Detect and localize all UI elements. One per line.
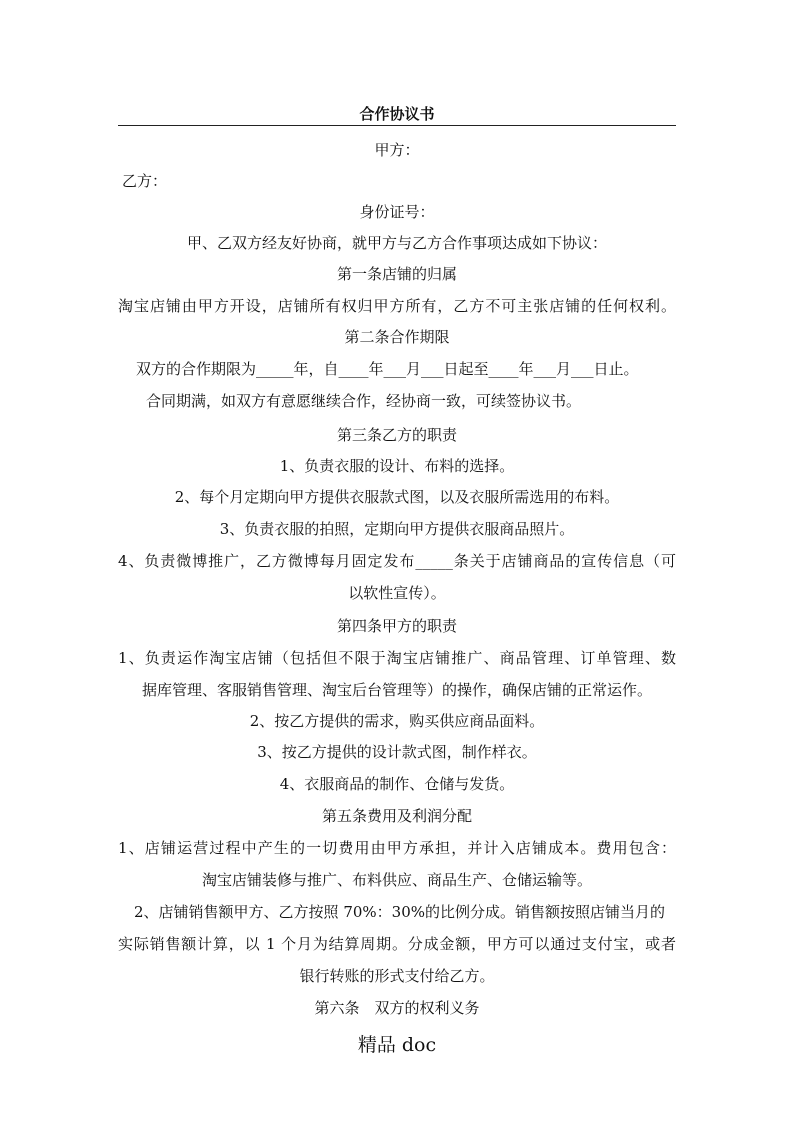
- intro-paragraph: 甲、乙双方经友好协商，就甲方与乙方合作事项达成如下协议：: [186, 234, 607, 252]
- article-5-item-2-line-2: 实际销售额计算，以 1 个月为结算周期。分成金额，甲方可以通过支付宝，或者: [118, 935, 676, 953]
- article-6-title: 第六条 双方的权利义务: [314, 999, 480, 1017]
- party-b-label: 乙方：: [122, 172, 168, 190]
- article-3-item-4-line-2: 以软性宣传）。: [348, 584, 446, 602]
- article-3-item-3: 3、负责衣服的拍照，定期向甲方提供衣服商品照片。: [219, 520, 575, 538]
- party-a-label: 甲方：: [374, 141, 420, 159]
- title-underline: [118, 125, 676, 126]
- article-3-item-1: 1、负责衣服的设计、布料的选择。: [279, 457, 515, 475]
- article-4-item-4: 4、衣服商品的制作、仓储与发货。: [279, 775, 515, 793]
- document-title: 合作协议书: [359, 105, 435, 123]
- article-5-item-1-line-2: 淘宝店铺装修与推广、布料供应、商品生产、仓储运输等。: [201, 871, 592, 889]
- id-number-label: 身份证号：: [359, 203, 435, 221]
- article-5-item-2-line-1: 2、店铺销售额甲方、乙方按照 70%：30%的比例分成。销售额按照店铺当月的: [134, 903, 665, 921]
- article-5-item-2-line-3: 银行转账的形式支付给乙方。: [299, 967, 495, 985]
- article-4-item-3: 3、按乙方提供的设计款式图，制作样衣。: [257, 743, 537, 761]
- article-2-term: 双方的合作期限为_____年，自____年___月___日起至____年___月___日止。: [136, 360, 639, 378]
- article-3-item-2: 2、每个月定期向甲方提供衣服款式图，以及衣服所需选用的布料。: [174, 488, 620, 506]
- article-4-item-1-line-1: 1、负责运作淘宝店铺（包括但不限于淘宝店铺推广、商品管理、订单管理、数: [118, 649, 676, 667]
- article-5-item-1-line-1: 1、店铺运营过程中产生的一切费用由甲方承担，并计入店铺成本。费用包含：: [118, 839, 676, 857]
- article-5-title: 第五条费用及利润分配: [321, 807, 472, 825]
- article-4-item-2: 2、按乙方提供的需求，购买供应商品面料。: [249, 712, 545, 730]
- article-3-title: 第三条乙方的职责: [336, 426, 457, 444]
- article-2-title: 第二条合作期限: [344, 328, 450, 346]
- article-4-item-1-line-2: 据库管理、客服销售管理、淘宝后台管理等）的操作，确保店铺的正常运作。: [141, 681, 652, 699]
- article-4-title: 第四条甲方的职责: [336, 617, 457, 635]
- article-2-renewal: 合同期满，如双方有意愿继续合作，经协商一致，可续签协议书。: [146, 392, 582, 410]
- article-3-item-4-line-1: 4、负责微博推广，乙方微博每月固定发布_____条关于店铺商品的宣传信息（可: [118, 552, 676, 570]
- article-1-paragraph: 淘宝店铺由甲方开设，店铺所有权归甲方所有，乙方不可主张店铺的任何权利。: [118, 297, 676, 315]
- article-1-title: 第一条店铺的归属: [336, 265, 457, 283]
- page-footer: 精品 doc: [357, 1034, 437, 1056]
